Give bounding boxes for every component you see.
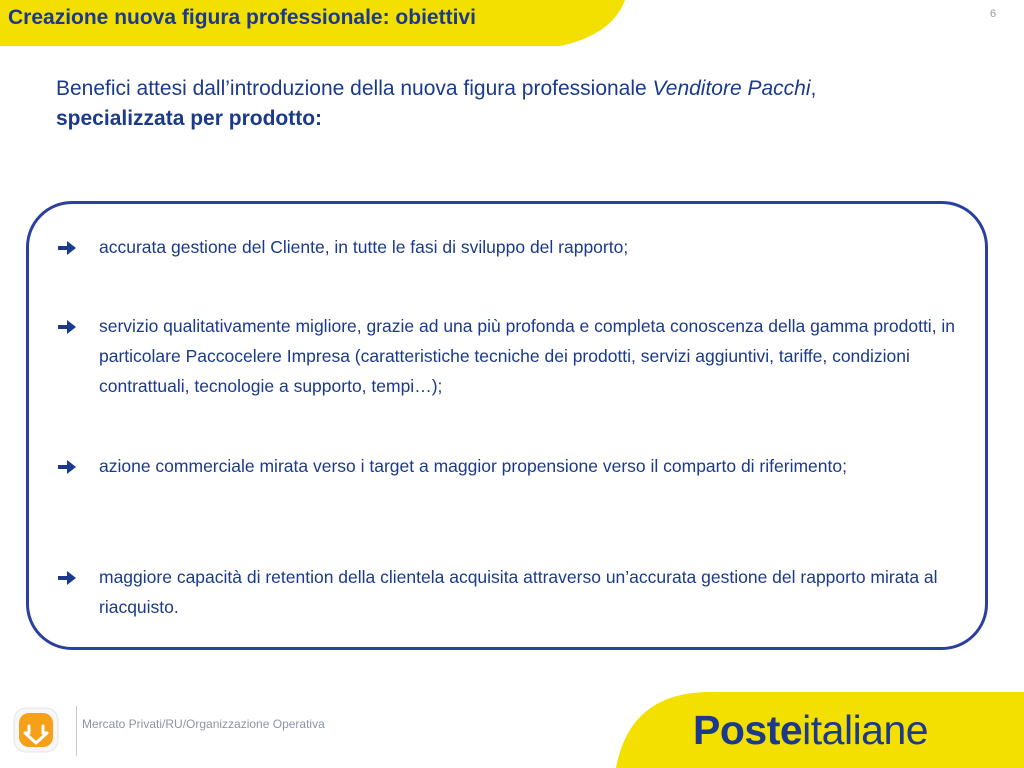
intro-regular: Benefici attesi dall’introduzione della nuova figura professionale <box>56 77 653 100</box>
footer-department: Mercato Privati/RU/Organizzazione Operativa <box>82 717 325 731</box>
intro-comma: , <box>810 77 817 100</box>
arrow-right-icon <box>58 459 76 475</box>
page-title: Creazione nuova figura professionale: obiettivi <box>8 6 476 29</box>
download-arrow-icon <box>12 706 60 754</box>
arrow-right-icon <box>58 319 76 335</box>
logo-text-bold: Poste <box>693 707 803 753</box>
page-number: 6 <box>990 8 997 20</box>
logo-text-regular: italiane <box>802 707 929 753</box>
posteitaliane-logo <box>693 707 928 754</box>
arrow-right-icon <box>58 570 76 586</box>
bullet-text: azione commerciale mirata verso i target a maggior propensione verso il comparto di riferimento; <box>99 456 847 476</box>
intro-bold: specializzata per prodotto: <box>56 107 323 130</box>
intro-text <box>56 74 996 134</box>
intro-italic: Venditore Pacchi <box>652 77 811 100</box>
arrow-right-icon <box>58 240 76 256</box>
bullet-text: accurata gestione del Cliente, in tutte le fasi di sviluppo del rapporto; <box>99 237 629 257</box>
footer-divider <box>76 706 77 756</box>
bullet-text: maggiore capacità di retention della clientela acquisita attraverso un’accurata gestione del rapporto mirata al riacquisto. <box>99 567 938 617</box>
bullet-text: servizio qualitativamente migliore, grazie ad una più profonda e completa conoscenza della gamma prodotti, in particolare Paccocelere Impresa (caratteristiche tecniche dei prodotti, servizi aggiuntivi, tariffe, condizioni contrattuali, tecnologie a supporto, tempi…); <box>99 316 956 396</box>
